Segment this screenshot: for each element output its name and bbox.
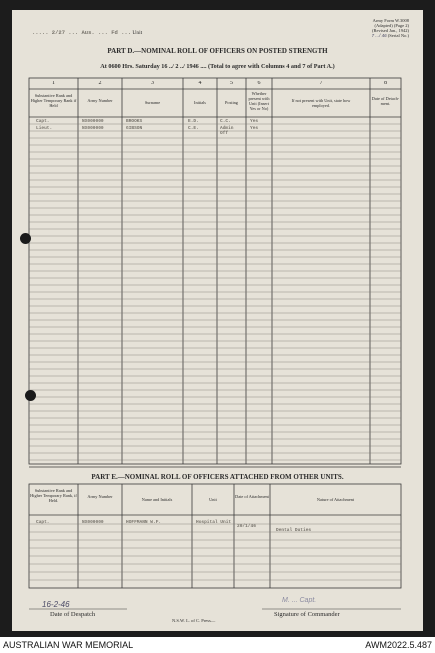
caption-source: AUSTRALIAN WAR MEMORIAL xyxy=(3,640,134,650)
col-num-1: 1 xyxy=(52,81,55,86)
d-row-2-initials: C.E. xyxy=(188,126,199,131)
d-row-1-rank: Capt. xyxy=(36,119,50,124)
unit-label: Unit xyxy=(132,30,143,36)
col-num-2: 2 xyxy=(98,81,102,86)
serial-value: 7 .../ 46 xyxy=(371,33,387,38)
col-num-4: 4 xyxy=(198,81,202,86)
form-adapted: (Adapted) (Page 2) xyxy=(374,23,409,28)
signature-label: Signature of Commander xyxy=(274,611,340,618)
e-head-date: Date of Attachment xyxy=(235,494,269,499)
e-head-rank: Substantive Rank and Higher Temporary Rank, if Held. xyxy=(30,488,77,503)
form-sheet xyxy=(12,10,423,631)
e-head-unit: Unit xyxy=(209,497,217,502)
col-head-rank: Substantive Rank and Higher Temporary Rank if Held xyxy=(30,93,77,108)
col-head-surname: Surname xyxy=(144,100,161,105)
d-row-2-posting: Admin Off xyxy=(220,126,234,136)
e-row-1-name: HOFFMANN W.F. xyxy=(126,520,162,525)
e-row-1-date: 20/1/46 xyxy=(237,524,256,529)
e-head-name: Name and Initials xyxy=(141,497,173,502)
col-head-present: Whether present with Unit (Insert Yes or No) xyxy=(248,91,270,111)
printer-imprint: N.S.W. L. of C. Press— xyxy=(172,618,216,623)
d-row-2-present: Yes xyxy=(250,126,259,131)
punch-hole-upper xyxy=(20,233,31,244)
e-head-army-number: Army Number xyxy=(87,494,113,499)
d-row-2-number: NX000000 xyxy=(82,126,104,131)
despatch-label: Date of Despatch xyxy=(50,611,96,618)
col-num-8: 8 xyxy=(384,81,387,86)
col-head-employed: If not present with Unit, state how employed. xyxy=(291,98,351,108)
e-row-1-unit: Hospital Unit xyxy=(196,520,232,525)
despatch-date: 16-2-46 xyxy=(42,600,70,609)
col-head-initials: Initials xyxy=(194,100,206,105)
commander-signature: M. ... Capt. xyxy=(282,597,317,604)
d-row-1-surname: BROOKS xyxy=(126,119,143,124)
d-row-1-present: Yes xyxy=(250,119,259,124)
part-e-title: PART E.—NOMINAL ROLL OF OFFICERS ATTACHED FROM OTHER UNITS. xyxy=(91,473,344,481)
unit-value: ..... 2/27 ... Aus. ... Fd ... xyxy=(32,29,132,36)
col-num-7: 7 xyxy=(319,81,323,86)
col-num-3: 3 xyxy=(151,81,154,86)
e-row-1-rank: Capt. xyxy=(36,520,50,525)
form-revised: (Revised Jan., 1942) xyxy=(372,28,409,33)
punch-hole-lower xyxy=(25,390,36,401)
e-head-nature: Nature of Attachment xyxy=(316,497,355,502)
e-row-1-number: NX000000 xyxy=(82,520,104,525)
col-head-posting: Posting xyxy=(225,100,238,105)
form-number: Army Form W.3008 xyxy=(372,18,409,23)
d-row-1-posting: C.C. xyxy=(220,119,231,124)
d-row-2-surname: GIBSON xyxy=(126,126,143,131)
part-d-title: PART D.—NOMINAL ROLL OF OFFICERS ON POSTED STRENGTH xyxy=(107,47,328,55)
caption-bar xyxy=(0,637,435,653)
col-num-5: 5 xyxy=(230,81,233,86)
col-head-detachment: Date of Detach-ment. xyxy=(371,96,400,106)
d-row-2-rank: Lieut. xyxy=(36,126,53,131)
col-num-6: 6 xyxy=(257,81,261,86)
serial-label: (Serial No.) xyxy=(387,33,409,38)
part-d-subtitle: At 0600 Hrs. Saturday 16 ../ 2 ../ 1946 .... (Total to agree with Columns 4 and 7 of Part A.) xyxy=(100,63,335,70)
d-row-1-number: NX000000 xyxy=(82,119,104,124)
caption-accession: AWM2022.5.487 xyxy=(365,640,432,650)
col-head-army-number: Army Number xyxy=(87,98,113,103)
d-row-1-initials: E.D. xyxy=(188,119,199,124)
e-row-1-nature: Dental Duties xyxy=(276,528,312,533)
